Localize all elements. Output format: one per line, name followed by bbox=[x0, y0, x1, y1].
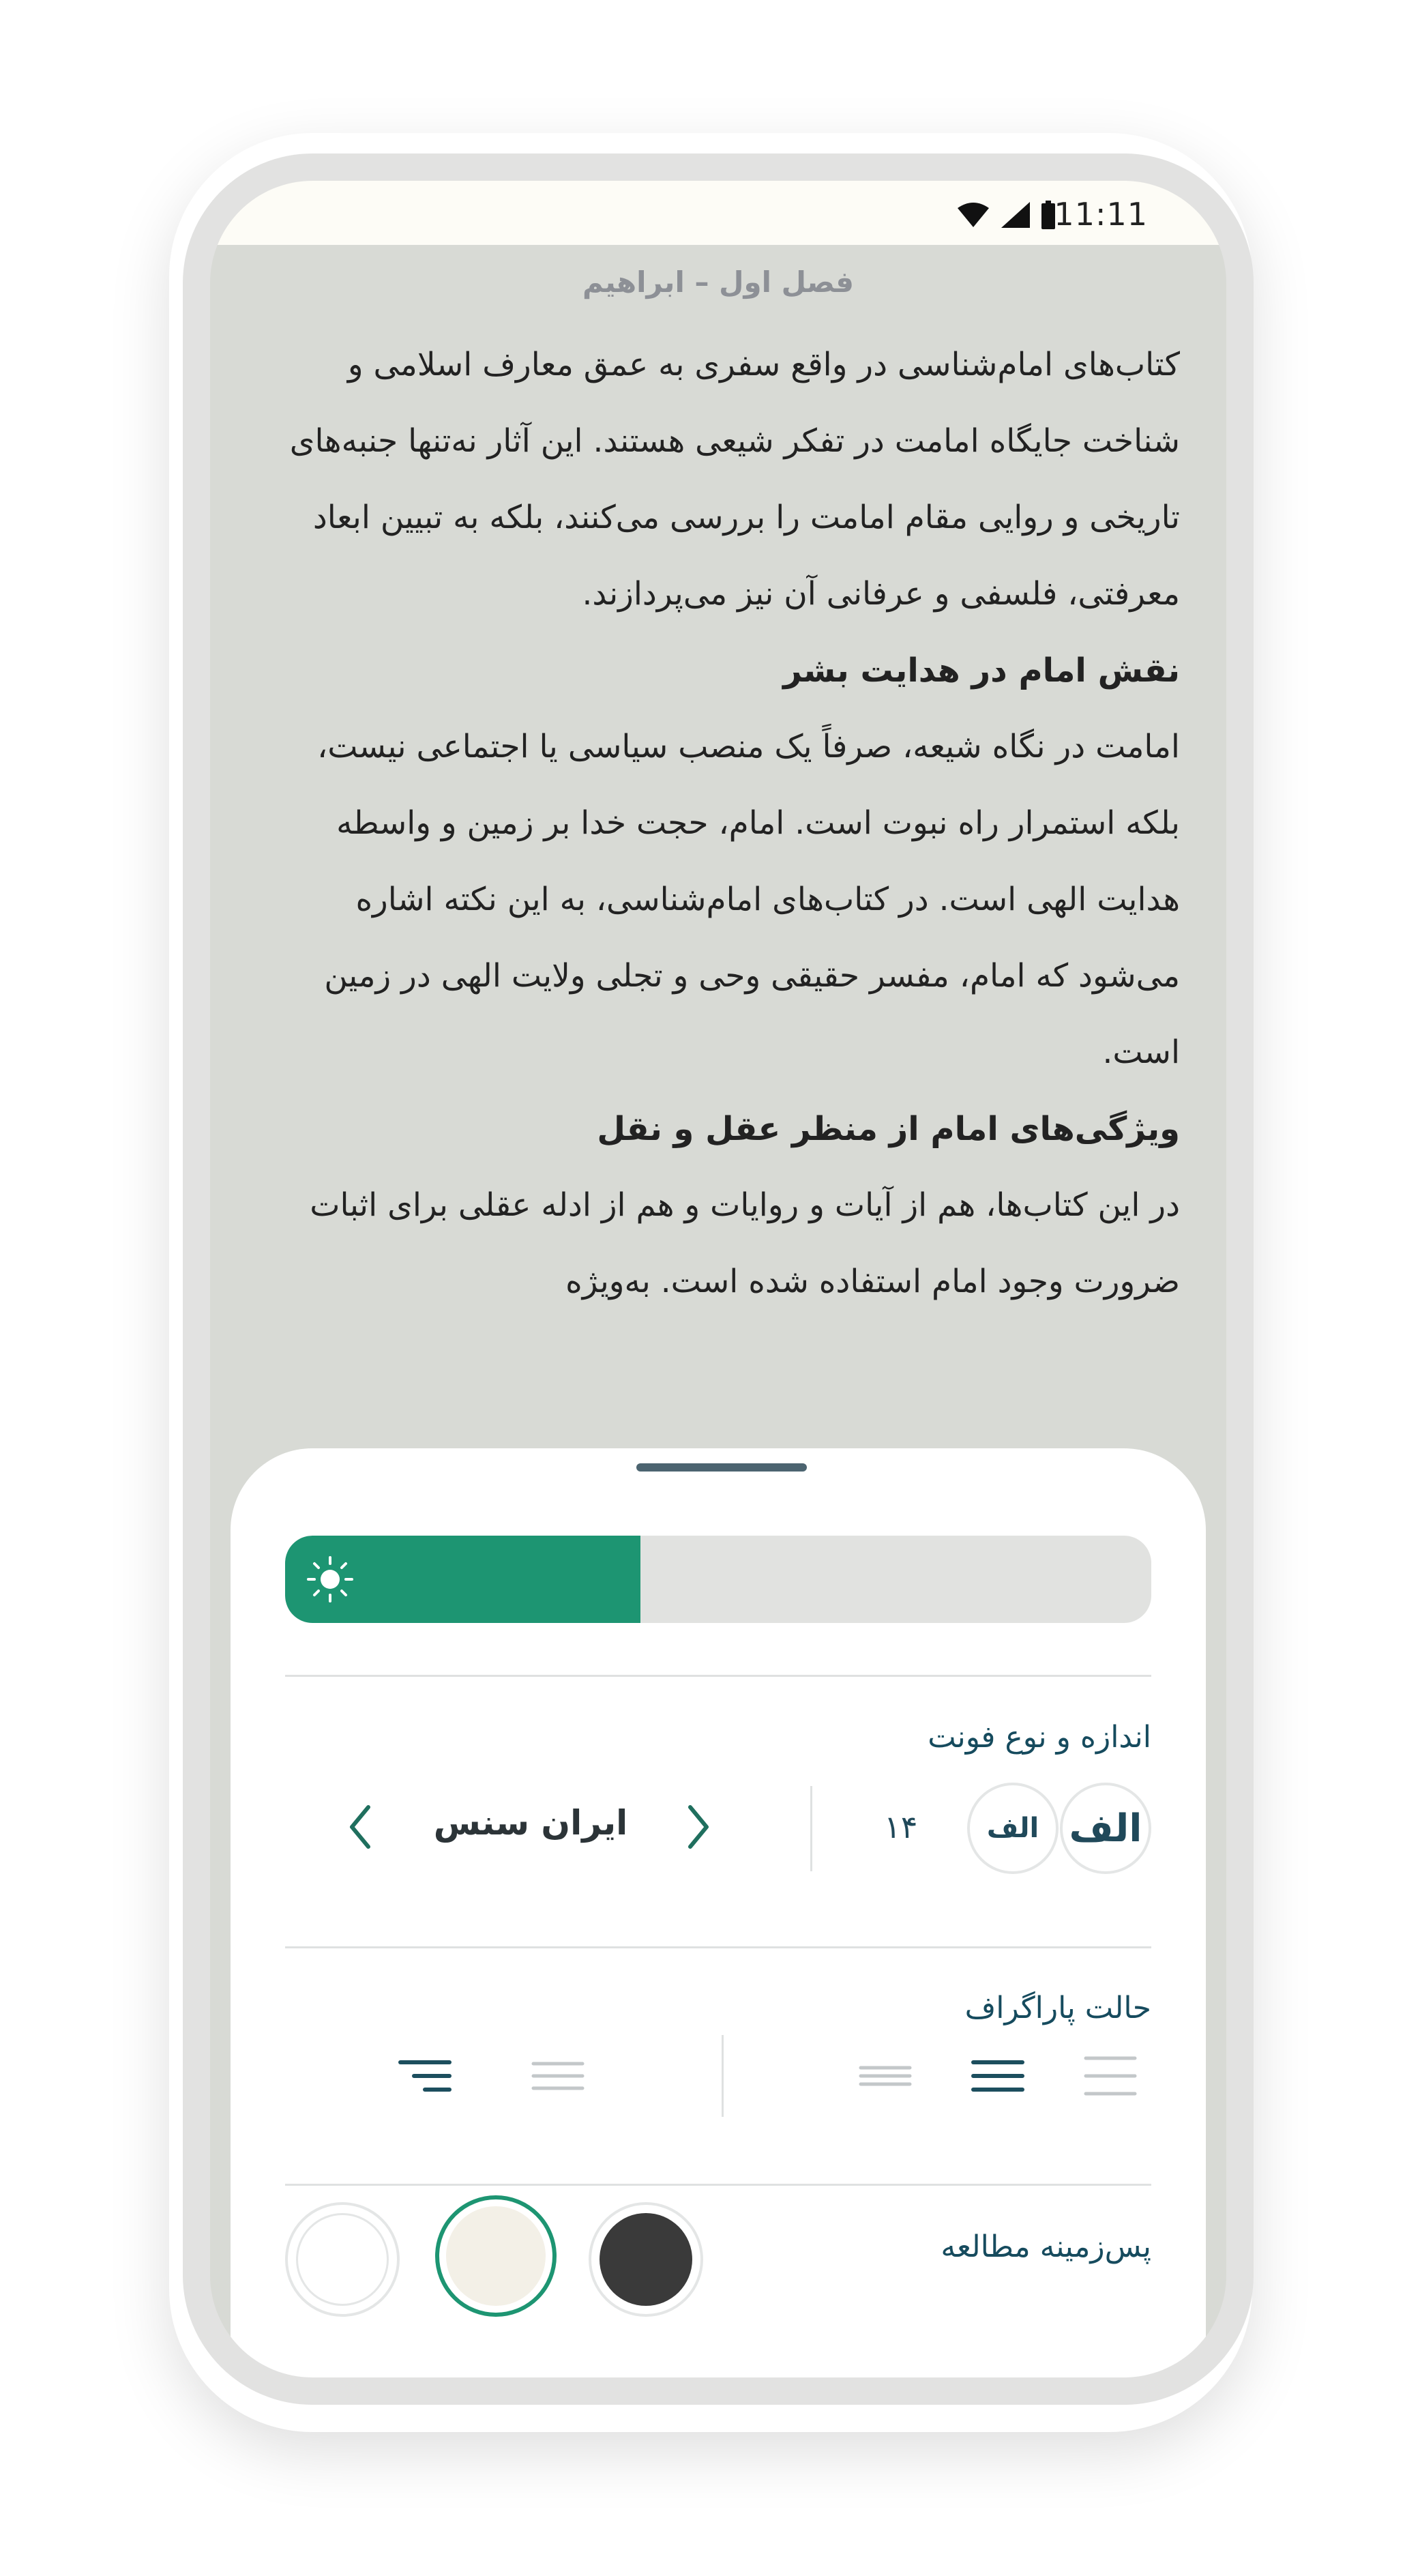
background-cream-option[interactable] bbox=[435, 2195, 557, 2317]
chapter-title: فصل اول – ابراهیم bbox=[582, 265, 855, 299]
section-heading: ویژگی‌های امام از منظر عقل و نقل bbox=[597, 1110, 1180, 1148]
line-spacing-narrow-icon[interactable] bbox=[858, 2055, 913, 2096]
sheet-drag-handle[interactable] bbox=[636, 1463, 807, 1472]
brightness-slider[interactable] bbox=[285, 1536, 1151, 1623]
swatch-fill bbox=[600, 2213, 692, 2306]
reading-settings-sheet bbox=[231, 1448, 1206, 2377]
screen bbox=[210, 181, 1226, 2377]
background-dark-option[interactable] bbox=[589, 2202, 703, 2317]
status-time: 11:11 bbox=[1054, 196, 1148, 233]
font-name: ایران سنس bbox=[433, 1803, 628, 1843]
wifi-icon bbox=[956, 201, 990, 229]
right-align-icon[interactable] bbox=[398, 2055, 452, 2096]
chevron-left-icon[interactable] bbox=[346, 1803, 374, 1851]
paragraph: کتاب‌های امام‌شناسی در واقع سفری به عمق معارف اسلامی و شناخت جایگاه امامت در تفکر شیعی هستند. این آثار نه‌تنها جنبه‌های تاریخی و روایی مقام امامت را بررسی می‌کنند، بلکه به تبیین ابعاد معرفتی، فلسفی و عرفانی آن نیز می‌پردازند. bbox=[289, 346, 1180, 613]
paragraph-section-label: حالت پاراگراف bbox=[964, 1991, 1151, 2025]
decrease-font-button[interactable]: الف bbox=[967, 1783, 1059, 1874]
swatch-fill bbox=[296, 2213, 389, 2306]
status-icons bbox=[956, 194, 1056, 235]
font-controls bbox=[285, 1783, 1151, 1878]
paragraph: در این کتاب‌ها، هم از آیات و روایات و هم از ادله عقلی برای اثبات ضرورت وجود امام استفاده شده است. به‌ویژه bbox=[310, 1186, 1180, 1300]
device-frame bbox=[183, 153, 1254, 2405]
background-controls bbox=[285, 2189, 1151, 2318]
line-spacing-wide-icon[interactable] bbox=[1083, 2055, 1138, 2096]
background-white-option[interactable] bbox=[285, 2202, 400, 2317]
chevron-right-icon[interactable] bbox=[685, 1803, 712, 1851]
signal-icon bbox=[1000, 201, 1031, 229]
font-section-label: اندازه و نوع فونت bbox=[928, 1720, 1151, 1755]
divider bbox=[285, 1675, 1151, 1677]
divider bbox=[285, 1946, 1151, 1948]
reader-body bbox=[273, 327, 1180, 1320]
increase-font-button[interactable]: الف bbox=[1060, 1783, 1151, 1874]
vertical-divider bbox=[722, 2035, 724, 2117]
paragraph-controls bbox=[285, 2035, 1151, 2117]
justify-align-icon[interactable] bbox=[531, 2055, 585, 2096]
divider bbox=[285, 2184, 1151, 2186]
section-heading: نقش امام در هدایت بشر bbox=[783, 652, 1180, 690]
vertical-divider bbox=[810, 1786, 812, 1871]
background-section-label: پس‌زمینه مطالعه bbox=[941, 2229, 1151, 2264]
paragraph: امامت در نگاه شیعه، صرفاً یک منصب سیاسی یا اجتماعی نیست، بلکه استمرار راه نبوت است. امام، حجت خدا بر زمین و واسطه هدایت الهی است. در کتاب‌های امام‌شناسی، به این نکته اشاره می‌شود که امام، مفسر حقیقی وحی و تجلی ولایت الهی در زمین است. bbox=[317, 728, 1180, 1071]
status-bar bbox=[210, 181, 1226, 245]
line-spacing-medium-icon[interactable] bbox=[971, 2055, 1025, 2096]
font-size-value: ۱۴ bbox=[884, 1809, 918, 1845]
sun-icon bbox=[306, 1555, 355, 1604]
reader-content[interactable] bbox=[210, 245, 1226, 1541]
swatch-fill bbox=[446, 2206, 546, 2306]
